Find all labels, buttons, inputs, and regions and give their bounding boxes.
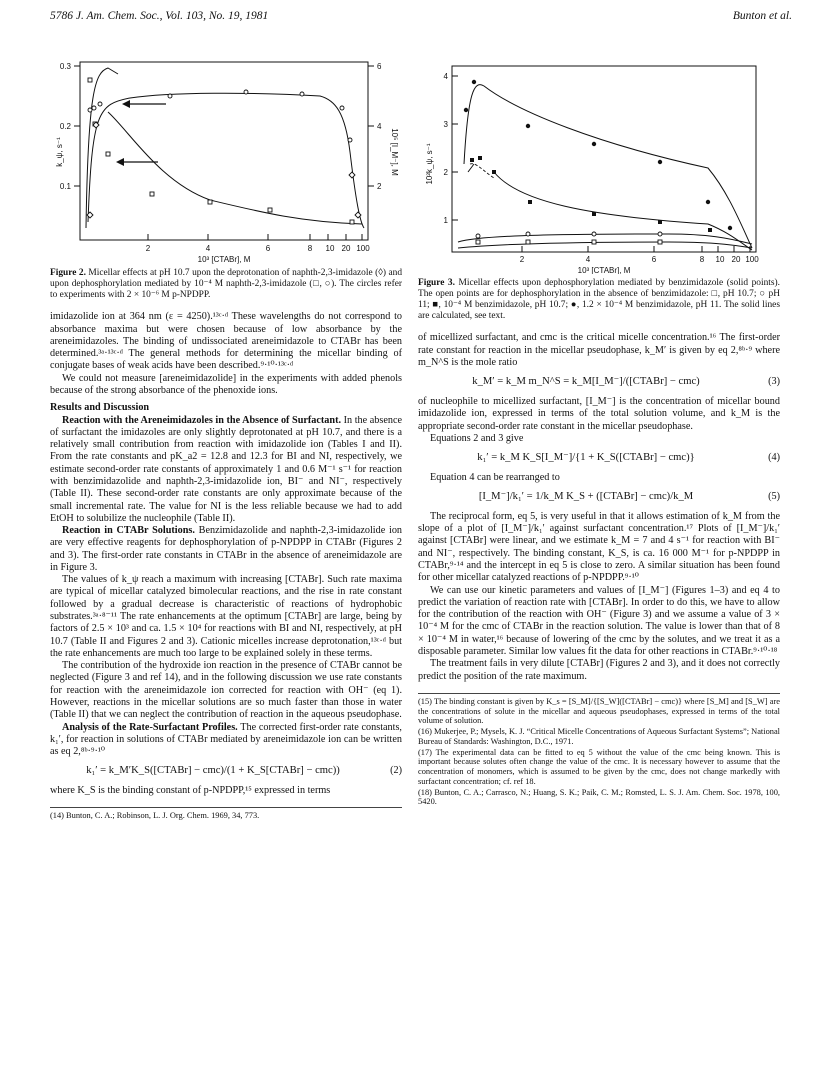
equation-3	[418, 376, 780, 389]
fig2-xtick-2: 6	[265, 244, 271, 253]
figure-2	[50, 52, 402, 301]
fig2-binding-curve	[88, 93, 364, 228]
fig3-dashed-curve	[470, 164, 494, 178]
running-header-left: 5786 J. Am. Chem. Soc., Vol. 103, No. 19, 1981	[50, 10, 269, 22]
fig3-pH107-curve	[468, 164, 752, 250]
footnote-16: (16) Mukerjee, P.; Mysels, K. J. “Critical Micelle Concentrations of Aqueous Surfactant Systems”; National Bureau of Standards: Washington, D.C., 1971.	[418, 727, 780, 746]
left-paragraph-4	[50, 525, 402, 574]
fig3-pH11-curve	[464, 85, 752, 248]
equation-4-expression: k₁′ = k_M K_S[I_M⁻]/{1 + K_S([CTABr] − cmc)}	[477, 452, 695, 464]
fig3-xtick-3: 8	[699, 255, 705, 264]
fig3-ylabel: 10²k_ψ, s⁻¹	[425, 143, 434, 185]
right-column	[418, 52, 780, 808]
figure-2-caption	[50, 268, 402, 301]
left-paragraph-4-text: Benzimidazolide and naphth-2,3-imidazolide ion are very effective reagents for dephosphorylation of p-NPDPP in CTABr (Figures 2 and 3). The first-order rate constants in CTABr in the absence of areneimidazole are in Figure 3.	[50, 525, 403, 573]
fig2-xtick-3: 8	[307, 244, 313, 253]
fig2-ytick-left-2: 0.1	[59, 182, 71, 191]
fig2-xtick-4: 10	[325, 244, 335, 253]
fig2-arrow-left-2	[116, 158, 124, 166]
fig3-xtick-4: 10	[715, 255, 725, 264]
equation-5-expression: [I_M⁻]/k₁′ = 1/k_M K_S + ([CTABr] − cmc)/k_M	[478, 491, 694, 503]
right-paragraph-3: Equations 2 and 3 give	[430, 432, 524, 444]
fig3-ytick-3: 1	[443, 216, 448, 225]
equation-4-number: (4)	[768, 452, 780, 464]
right-paragraph-6: We can use our kinetic parameters and values of [I_M⁻] (Figures 1–3) and eq 4 to predict the variation of reaction rate with [CTABr]. In order to do this, we have to allow for the contribution of the reaction with OH⁻ (Figure 3) and we assume a value of 3 × 10⁻⁴ M for the cmc of CTABr in the reaction solution. The value is lower than that of 8 × 10⁻⁴ M in water,¹⁶ because of lowering of the cmc by the solutes, and we treat it as a disposable parameter. Similar low values fit the data for other reactions in CTABr.⁹·¹⁰·¹⁸	[418, 584, 780, 657]
left-paragraph-2: We could not measure [areneimidazolide] in the experiments with added phenols because of the strong absorbance of the phenoxide ions.	[50, 372, 402, 396]
figure-3-plot	[418, 52, 780, 274]
runin-heading-ctabr: Reaction in CTABr Solutions.	[62, 525, 195, 537]
fig3-ytick-1: 3	[443, 120, 448, 129]
right-paragraph-2: of nucleophile to micellized surfactant, [I_M⁻] is the concentration of micellar bound imidazolide ion, expressed in terms of the total solution volume, and k_M is the appropriate second-order rate constant in the micellar pseudophase.	[418, 395, 780, 432]
fig2-ytick-left-0: 0.3	[59, 62, 71, 71]
fig2-arrow-left	[122, 100, 130, 108]
left-footnotes	[50, 807, 402, 821]
fig2-ytick-right-2: 2	[377, 182, 382, 191]
fig3-xtick-5: 20	[731, 255, 741, 264]
equation-3-expression: k_M′ = k_M m_N^S = k_M[I_M⁻]/([CTABr] − cmc)	[472, 376, 700, 388]
fig2-kpsi-rising-curve	[86, 68, 118, 228]
left-paragraph-7-text: The corrected first-order rate constants, k₁′, for reaction in solutions of CTABr mediated by areneimidazole ion can be written as eq 2,⁸ᵇ·⁹·¹⁰	[50, 721, 402, 758]
fig2-square-points	[88, 78, 354, 224]
fig3-filled-square-points	[470, 156, 712, 232]
footnote-15: (15) The binding constant is given by K_s = [S_M]/{[S_W]([CTABr] − cmc)} where [S_M] and [S_W] are the concentrations of solute in the micellar and aqueous pseudophases, expressed in terms of the total volume of solution.	[418, 696, 780, 726]
fig2-ytick-right-0: 6	[377, 62, 382, 71]
equation-2	[50, 765, 402, 778]
fig2-ytick-right-1: 4	[377, 122, 382, 131]
fig2-ylabel-left: k_ψ, s⁻¹	[55, 137, 64, 167]
runin-heading-analysis: Analysis of the Rate-Surfactant Profiles.	[62, 721, 238, 733]
fig3-no-bi-curve-2	[458, 242, 752, 248]
fig3-xtick-6: 100	[745, 255, 759, 264]
fig2-ylabel-right: 10⁵ [I_M⁻], M	[390, 128, 399, 176]
footnote-17: (17) The experimental data can be fitted to eq 5 without the value of the cmc being known. This is important because solutes often change the value of the cmc. It is necessary however to assume that the concentration of monomers, which is assumed to be given by the cmc, does not change markedly with surfactant concentration; cf. ref 18.	[418, 747, 780, 786]
left-paragraph-1: imidazolide ion at 364 nm (ε = 4250).¹³ᶜ·ᵈ These wavelengths do not correspond to absorbance maxima but were chosen because of low absorbance by the areneimidazoles. The binding of undissociated areneimidazole to CTABr has been determined.³ᵃ·¹³ᶜ·ᵈ The general methods for determining the micellar binding of conjugate bases of weak acids have been described.⁹·¹⁰·¹³ᶜ·ᵈ	[50, 311, 402, 372]
fig2-ytick-left-1: 0.2	[59, 122, 71, 131]
equation-5	[418, 491, 780, 504]
left-paragraph-7	[50, 722, 402, 759]
left-column	[50, 52, 402, 822]
figure-2-caption-text: Micellar effects at pH 10.7 upon the deprotonation of naphth-2,3-imidazole (◊) and upon dephosphorylation mediated by 10⁻⁴ M naphth-2,3-imidazole (□, ○). The circles refer to experiments with 2 × 10⁻⁶ M p-NPDPP.	[50, 268, 403, 301]
fig2-xtick-0: 2	[145, 244, 151, 253]
equation-3-number: (3)	[768, 376, 780, 388]
fig2-xtick-5: 20	[341, 244, 351, 253]
equation-2-expression: k₁′ = k_M′K_S([CTABr] − cmc)/(1 + K_S[CTABr] − cmc))	[86, 765, 340, 777]
fig2-kpsi-decay-curve	[108, 112, 362, 224]
figure-3-caption	[418, 278, 780, 322]
footnote-18: (18) Bunton, C. A.; Carrasco, N.; Huang, S. K.; Paik, C. M.; Romsted, L. S. J. Am. Chem. Soc. 1978, 100, 5420.	[418, 787, 780, 807]
equation-5-number: (5)	[768, 491, 780, 503]
left-paragraph-8: where K_S is the binding constant of p-NPDPP,¹⁵ expressed in terms	[50, 785, 331, 797]
equation-2-number: (2)	[390, 765, 402, 777]
left-paragraph-3-text: In the absence of surfactant the imidazoles are only slightly deprotonated at pH 10.7, and there is a relatively small contribution from reaction with imidazolide ion (Tables I and II). From the rate constants and pK_a2 = 12.8 and 12.3 for BI and NI, respectively, we estimate second-order rate constants of approximately 1 and 0.6 M⁻¹ s⁻¹ for reaction with benzimidazolide and naphth-2,3-imidazolide ion, BI⁻ and NI⁻, respectively (Table II). These second-order rate constants are only approximate because of the small incremental rate. The value for NI is the less reliable because we had to add EtOH to solubilize the nucleophile (Table II).	[50, 414, 403, 524]
figure-3-caption-label: Figure 3.	[418, 278, 455, 288]
fig2-circle-points	[88, 90, 352, 142]
fig3-xtick-1: 4	[585, 255, 591, 264]
fig2-xtick-1: 4	[205, 244, 211, 253]
runin-heading-absence: Reaction with the Areneimidazoles in the Absence of Surfactant.	[62, 414, 342, 426]
fig2-xtick-6: 100	[356, 244, 370, 253]
fig3-filled-circle-points	[464, 80, 732, 230]
footnote-14: (14) Bunton, C. A.; Robinson, L. J. Org. Chem. 1969, 34, 773.	[50, 811, 260, 821]
left-paragraph-3	[50, 415, 402, 526]
fig3-xtick-2: 6	[651, 255, 657, 264]
left-paragraph-6: The contribution of the hydroxide ion reaction in the presence of CTABr cannot be neglected (Figure 3 and ref 14), and in the following discussion we use rate constants for reaction with the areneimidazole ion corrected for reaction with OH⁻ (eq 1). However, reactions in the micellar solutions are so much faster than those in water (Table II) that we can neglect the contribution of reaction in the aqueous pseudophase.	[50, 660, 402, 721]
left-paragraph-5: The values of k_ψ reach a maximum with increasing [CTABr]. Such rate maxima are typical of micellar catalyzed bimolecular reactions, and the rise in rate constant followed by a gradual decrease is characteristic of reactions of hydrophobic substrates.³ᵃ·⁸⁻¹¹ The rate enhancements at the optimum [CTABr] are large, being by factors of 2.5 × 10³ and ca. 1.5 × 10⁴ for reactions with BI and NI, respectively, at pH 10.7 (Table II and Figures 2 and 3). Cationic micelles increase deprotonation,¹³ᶜ·ᵈ but the rate enhancements are much too large to be explained solely in these terms.	[50, 574, 402, 659]
fig3-ytick-2: 2	[443, 168, 448, 177]
running-header-right: Bunton et al.	[732, 10, 792, 22]
figure-2-plot	[50, 52, 402, 264]
equation-4	[418, 452, 780, 465]
fig3-xlabel: 10³ [CTABr], M	[577, 266, 631, 274]
right-paragraph-4: Equation 4 can be rearranged to	[430, 471, 560, 483]
section-heading-results: Results and Discussion	[50, 402, 150, 414]
right-footnotes	[418, 693, 780, 807]
figure-3	[418, 52, 780, 322]
right-paragraph-7: The treatment fails in very dilute [CTABr] (Figures 2 and 3), and it does not correctly predict the position of the rate maximum.	[418, 658, 780, 682]
fig3-xtick-0: 2	[519, 255, 525, 264]
right-paragraph-1: of micellized surfactant, and cmc is the critical micelle concentration.¹⁶ The first-order rate constant for reaction in the micellar pseudophase, k_M′ is given by eq 2,⁸ᵇ·⁹ where m_N^S is the mole ratio	[418, 332, 780, 368]
figure-3-caption-text: Micellar effects upon dephosphorylation mediated by benzimidazole (solid points). The open points are for dephosphorylation in the absence of benzimidazole: □, pH 10.7; ○ pH 11; ■, 10⁻⁴ M benzimidazole, pH 10.7; ●, 1.2 × 10⁻⁴ M benzimidazole, pH 11. The solid lines are calculated, see text.	[418, 278, 781, 322]
right-paragraph-5: The reciprocal form, eq 5, is very useful in that it allows estimation of k_M from the slope of a plot of [I_M⁻]/k₁′ against surfactant concentration.¹⁷ Plots of [I_M⁻]/k₁′ against [CTABr] were linear, and we estimate k_M = 7 and 4 s⁻¹ for reaction with BI⁻ and NI⁻, respectively. The binding constant, K_S, is ca. 16 000 M⁻¹ for p-NPDPP in CTABr,⁹·¹⁴ and the intercept in eq 5 is close to zero. A similar situation has been found for other micellar catalyzed reactions of p-NPDPP.⁹·¹⁰	[418, 510, 780, 584]
figure-2-caption-label: Figure 2.	[50, 268, 86, 278]
fig3-ytick-0: 4	[443, 72, 448, 81]
fig2-xlabel: 10³ [CTABr], M	[197, 255, 251, 264]
